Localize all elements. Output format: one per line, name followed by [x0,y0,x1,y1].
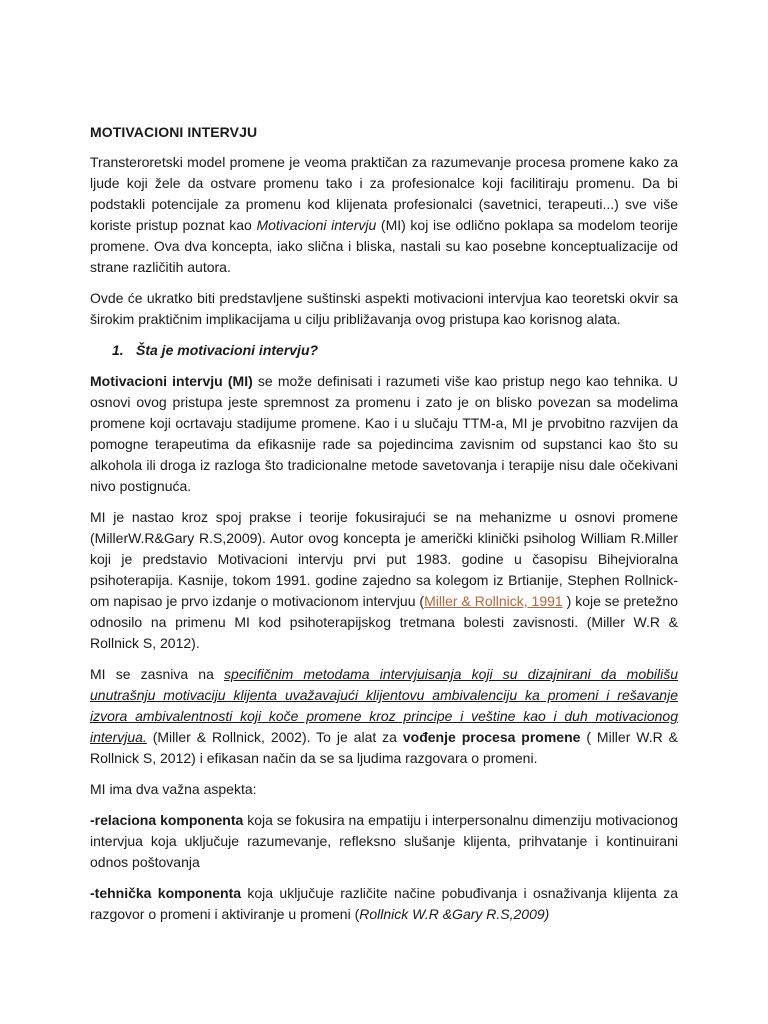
paragraph-definition: Motivacioni intervju (MI) se može definisati i razumeti više kao pristup nego kao tehnika. U osnovi ovog pristupa jeste spremnost za promenu i zato je on blisko povezan sa modelima promene koji ocrtavaju stadijume promene. Kao i u slučaju TTM-a, MI je prvobitno razvijen da pomogne terapeutima da efikasnije rade sa pojedincima zavisnim od supstanci kao što su alkohola ili droga iz razloga što tradicionalne metode savetovanja i terapije nisu dale očekivani nivo postignuća. [90,373,678,494]
paragraph-intro: Transteroretski model promene je veoma praktičan za razumevanje procesa promene kako za ljude koji žele da ostvare promenu tako i za profesionalce koji facilitiraju promenu. Da bi podstakli potencijale za promenu kod klijenata profesionalci (savetnici, terapeuti...) sve više koriste pristup poznat kao Motivacioni intervju (MI) koj ise odlično poklapa sa modelom teorije promene. Ova dva koncepta, iako slična i bliska, nastali su kao posebne konceptualizacije od strane različitih autora. [90,154,678,275]
section-heading-1: 1. Šta je motivacioni intervju? [112,342,319,358]
paragraph-aspects-intro: MI ima dva važna aspekta: [90,781,257,797]
paragraph-relational-component: -relaciona komponenta koja se fokusira na empatiju i interpersonalnu dimenziju motivacionog intervjua koja uključuje razumevanje, refleksno slušanje klijenta, prihvatanje i kontinuirani odnos poštovanja [90,812,678,870]
paragraph-history: MI je nastao kroz spoj prakse i teorije fokusirajući se na mehanizme u osnovi promene (MillerW.R&Gary R.S,2009). Autor ovog koncepta je američki klinički psiholog William R.Miller koji je predstavio Motivacioni intervju prvi put 1983. godine u časopisu Bihejvioralna psihoterapija. Kasnije, tokom 1991. godine zajedno sa kolegom iz Brtianije, Stephen Rollnick-om napisao je prvo izdanje o motivacionom intervjuu (Miller & Rollnick, 1991 ) koje se pretežno odnosilo na primenu MI kod psihoterapijskog tretmana bolesti zavisnosti. (Miller W.R & Rollnick S, 2012). [90,509,678,651]
paragraph-overview: Ovde će ukratko biti predstavljene suštinski aspekti motivacioni intervjua kao teoretski okvir sa širokim praktičnim implikacijama u cilju približavanja ovog pristupa kao korisnog alata. [90,290,678,327]
paragraph-technical-component: -tehnička komponenta koja uključuje različite načine pobuđivanja i osnaživanja klijenta za razgovor o promeni i aktiviranje u promeni (Rollnick W.R &Gary R.S,2009) [90,885,678,922]
paragraph-basis: MI se zasniva na specifičnim metodama intervjuisanja koji su dizajnirani da mobilišu unutrašnju motivaciju klijenta uvažavajući klijentovu ambivalenciju ka promeni i rešavanje izvora ambivalentnosti koji koče promene kroz principe i veštine kao i duh motivacionog intervjua. (Miller & Rollnick, 2002). To je alat za vođenje procesa promene ( Miller W.R & Rollnick S, 2012) i efikasan način da se sa ljudima razgovara o promeni. [90,666,679,766]
document-title: MOTIVACIONI INTERVJU [90,124,258,140]
citation-link[interactable]: Miller & Rollnick, 1991 [424,593,563,609]
